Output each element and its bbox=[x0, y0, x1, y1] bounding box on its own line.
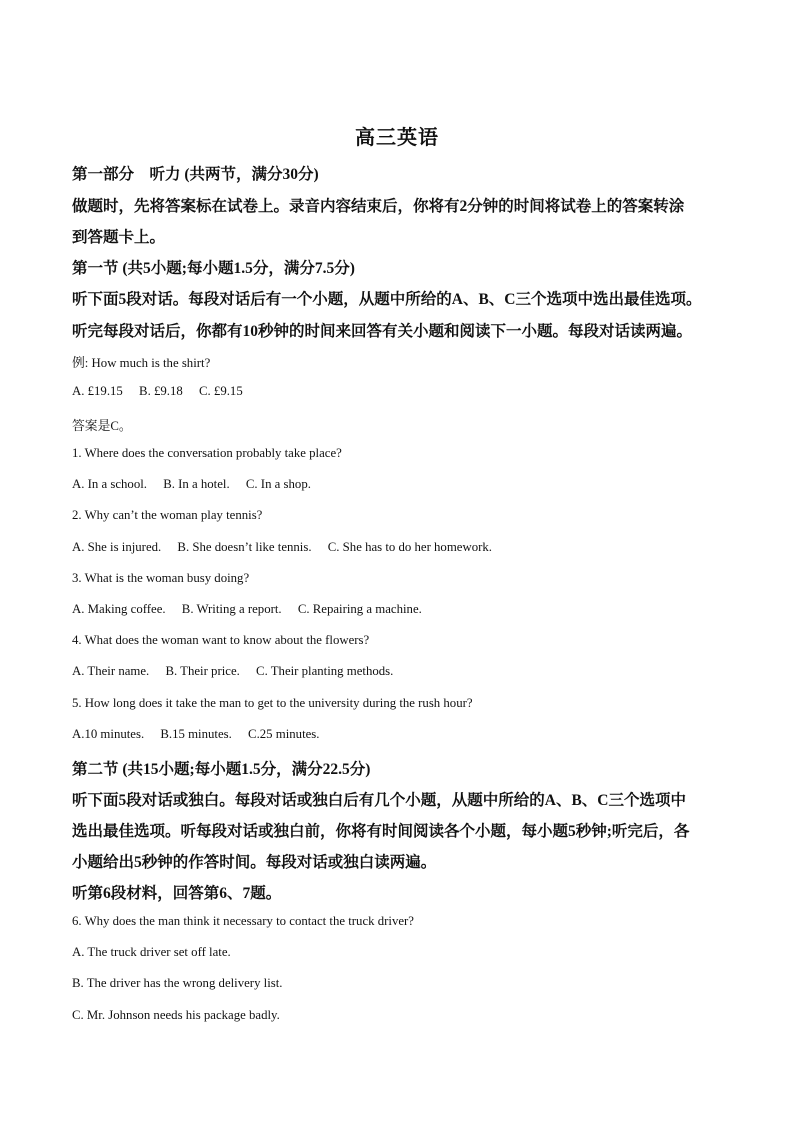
section-heading: 第二节 (共15小题;每小题1.5分，满分22.5分) bbox=[72, 761, 371, 778]
option: C. Repairing a machine. bbox=[297, 602, 422, 616]
option: C. Mr. Johnson needs his package badly. bbox=[72, 1008, 280, 1022]
option: A. Their name. bbox=[72, 664, 150, 678]
option: A. In a school. bbox=[72, 477, 147, 491]
question-text: 5. How long does it take the man to get to the university during the rush hour? bbox=[72, 696, 473, 710]
example-options bbox=[72, 384, 256, 399]
question-text: 2. Why can’t the woman play tennis? bbox=[72, 508, 263, 522]
question-options bbox=[72, 664, 406, 679]
section-heading: 第一节 (共5小题;每小题1.5分，满分7.5分) bbox=[72, 260, 355, 277]
option: B. The driver has the wrong delivery list. bbox=[72, 976, 283, 990]
option: B. In a hotel. bbox=[163, 477, 230, 491]
instruction-line: 做题时，先将答案标在试卷上。录音内容结束后，你将有2分钟的时间将试卷上的答案转涂 bbox=[72, 198, 685, 215]
option: C. £9.15 bbox=[198, 384, 243, 398]
option: A. The truck driver set off late. bbox=[72, 945, 231, 959]
option: B.15 minutes. bbox=[160, 727, 232, 741]
option: A. She is injured. bbox=[72, 540, 162, 554]
instruction-line: 听完每段对话后，你都有10秒钟的时间来回答有关小题和阅读下一小题。每段对话读两遍。 bbox=[72, 323, 693, 340]
option: C. In a shop. bbox=[245, 477, 311, 491]
option: A. Making coffee. bbox=[72, 602, 166, 616]
instruction-line: 选出最佳选项。听每段对话或独白前，你将有时间阅读各个小题，每小题5秒钟;听完后，各 bbox=[72, 823, 690, 840]
option: C.25 minutes. bbox=[248, 727, 320, 741]
page-title: 高三英语 bbox=[355, 127, 439, 149]
option: A.10 minutes. bbox=[72, 727, 145, 741]
option: C. She has to do her homework. bbox=[327, 540, 492, 554]
question-options bbox=[72, 602, 435, 617]
option: B. Writing a report. bbox=[181, 602, 282, 616]
question-text: 6. Why does the man think it necessary to contact the truck driver? bbox=[72, 914, 414, 928]
option: B. She doesn’t like tennis. bbox=[177, 540, 312, 554]
instruction-line: 听下面5段对话。每段对话后有一个小题，从题中所给的A、B、C三个选项中选出最佳选项。 bbox=[72, 291, 702, 308]
example-answer: 答案是C。 bbox=[72, 419, 132, 433]
part-heading: 第一部分 听力 (共两节，满分30分) bbox=[72, 166, 319, 183]
material-heading: 听第6段材料，回答第6、7题。 bbox=[72, 885, 282, 902]
option: A. £19.15 bbox=[72, 384, 123, 398]
question-text: 3. What is the woman busy doing? bbox=[72, 571, 250, 585]
question-options bbox=[72, 727, 332, 742]
option: C. Their planting methods. bbox=[256, 664, 394, 678]
question-options bbox=[72, 477, 324, 492]
question-text: 4. What does the woman want to know about the flowers? bbox=[72, 633, 370, 647]
option: B. Their price. bbox=[165, 664, 240, 678]
instruction-line: 听下面5段对话或独白。每段对话或独白后有几个小题，从题中所给的A、B、C三个选项中 bbox=[72, 792, 686, 809]
example-question: 例: How much is the shirt? bbox=[72, 356, 211, 370]
question-text: 1. Where does the conversation probably take place? bbox=[72, 446, 342, 460]
option: B. £9.18 bbox=[139, 384, 183, 398]
question-options bbox=[72, 540, 505, 555]
instruction-line: 小题给出5秒钟的作答时间。每段对话或独白读两遍。 bbox=[72, 854, 437, 871]
instruction-line: 到答题卡上。 bbox=[72, 229, 166, 246]
